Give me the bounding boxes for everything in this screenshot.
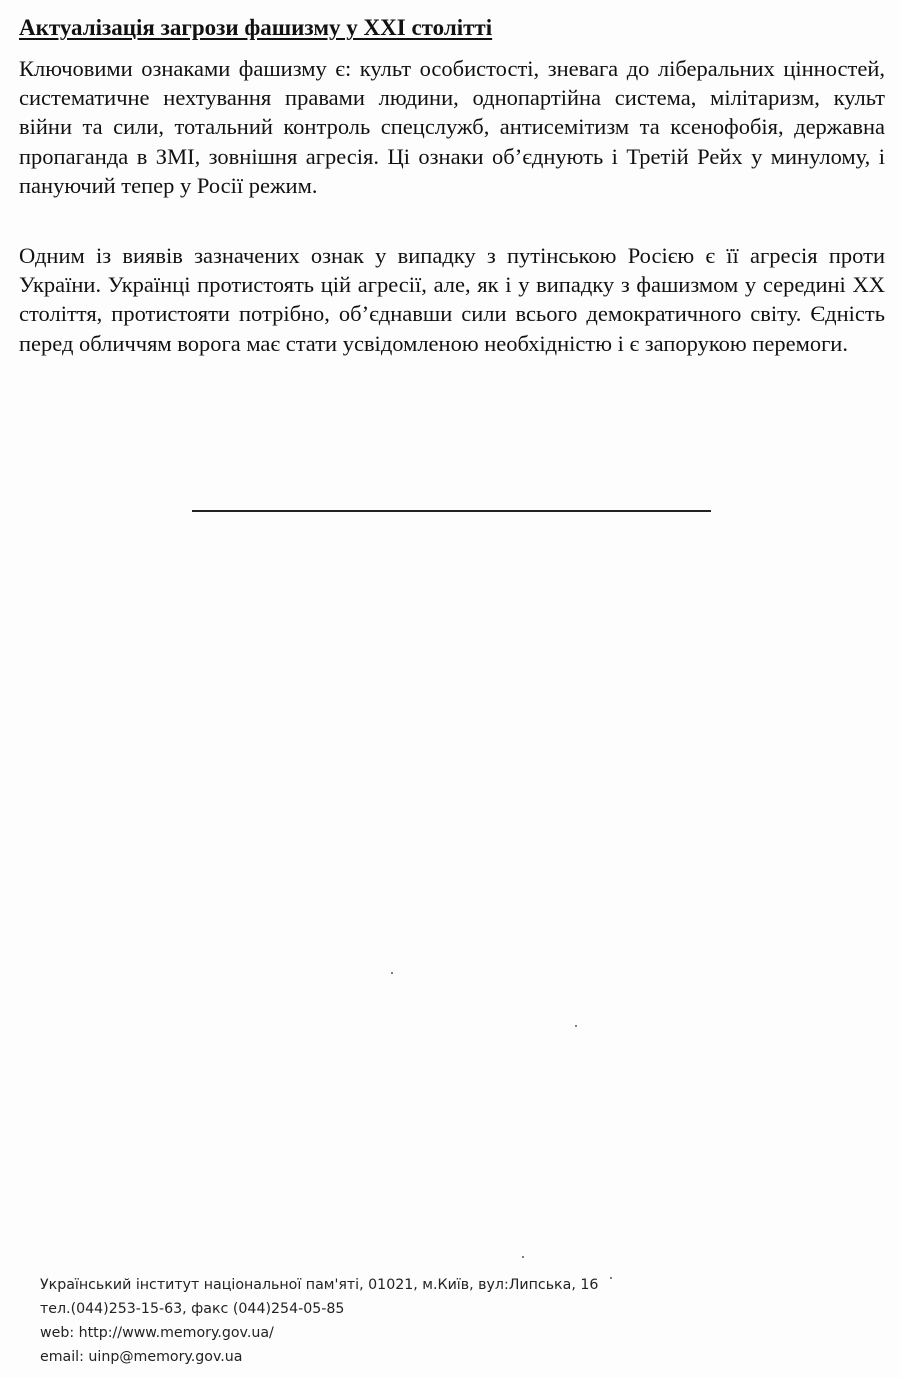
section-divider [192,510,711,512]
scan-speck [522,1256,524,1258]
footer-web-link[interactable]: web: http://www.memory.gov.ua/ [40,1325,274,1341]
footer-phone: тел.(044)253-15-63, факс (044)254-05-85 [40,1301,345,1317]
institute-contact-footer [40,1273,660,1369]
footer-email-link[interactable]: email: uinp@memory.gov.ua [40,1349,243,1365]
paragraph-aggression: Одним із виявів зазначених ознак у випадку з путінською Росією є її агресія проти України. Українці протистоять цій агресії, але, як і у випадку з фашизмом у середині ХХ століття, протистояти потрібно, об’єднавши сили всього демократичного світу. Єдність перед обличчям ворога має стати усвідомленою необхідністю і є запорукою перемоги. [19,243,885,356]
scan-speck [575,1025,577,1027]
document-heading: Актуалізація загрози фашизму у ХХІ столітті [19,15,493,40]
paragraph-fascism-signs: Ключовими ознаками фашизму є: культ особистості, зневага до ліберальних цінностей, систематичне нехтування правами людини, однопартійна система, мілітаризм, культ війни та сили, тотальний контроль спецслужб, антисемітизм та ксенофобія, державна пропаганда в ЗМІ, зовнішня агресія. Ці ознаки об’єднують і Третій Рейх у минулому, і пануючий тепер у Росії режим. [19,56,885,198]
scan-speck [391,972,393,974]
footer-address: Український інститут національної пам'яті, 01021, м.Київ, вул:Липська, 16 [40,1277,599,1293]
